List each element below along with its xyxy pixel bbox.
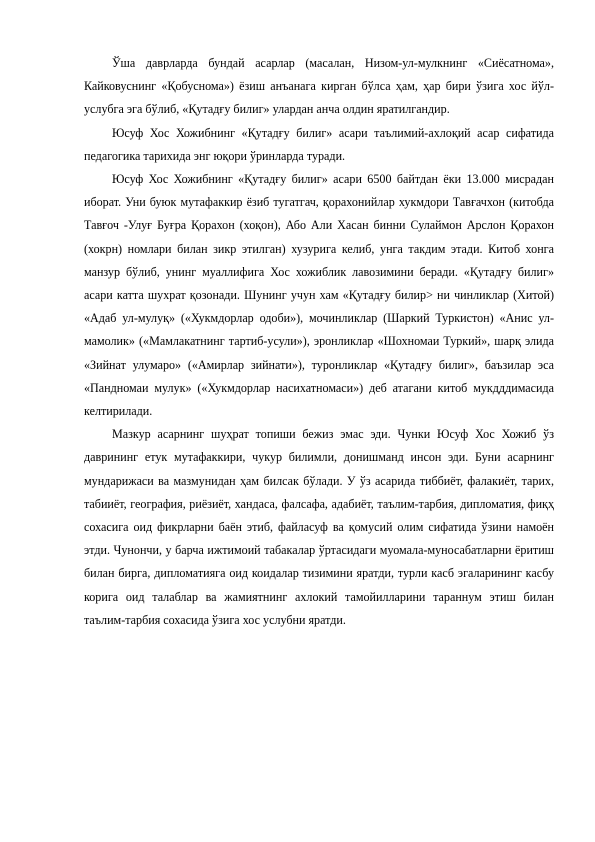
paragraph-4: Мазкур асарнинг шуҳрат топиши бежиз эмас эди. Чунки Юсуф Хос Хожиб ўз даврининг етук мутафаккири, чукур билимли, донишманд инсон эди. Буни асарнинг мундарижаси ва мазмунидан ҳам билсак бўлади. У ўз асарида тиббиёт, фалакиёт, тарих, табииёт, география, риёзиёт, хандаса, фалсафа, адабиёт, таълим-тарбия, дипломатия, фиқҳ сохасига оид фикрларни баён этиб, файласуф ва қомусий олим сифатида ўзини намоён этди. Чунончи, у барча ижтимоий табакалар ўртасидаги муомала-муносабатларни ёритиш билан бирга, дипломатияга оид коидалар тизимини яратди, турли касб эгаларининг касбу корига оид талаблар ва жамиятнинг ахлокий тамойилларини тараннум этиш билан таълим-тарбия сохасида ўзига хос услубни яратди. [84,427,554,627]
paragraph-1: Ўша даврларда бундай асарлар (масалан, Низом-ул-мулкнинг «Сиёсатнома», Кайковуснинг «Қобуснома») ёзиш анъанага кирган бўлса ҳам, ҳар бири ўзига хос йўл-услубга эга бўлиб, «Қутадғу билиг» улардан анча олдин яратилгандир. [84,56,554,117]
paragraph-3: Юсуф Хос Хожибнинг «Қутадғу билиг» асари 6500 байтдан ёки 13.000 мисрадан иборат. Уни буюк мутафаккир ёзиб тугатгач, қорахонийлар хукмдори Тавғачхон (китобда Тавғоч -Улуғ Буғра Қорахон (хоқон), Або Али Хасан бинни Сулаймон Арслон Қорахон (хокрн) номлари билан зикр этилган) хузурига келиб, унга такдим этади. Китоб хонга манзур бўлиб, унинг муаллифига Хос хожиблик лавозимини беради. «Қутадғу билиг» асари катта шухрат қозонади. Шунинг учун хам «Қутадғу билир> ни чинликлар (Хитой) «Адаб ул-мулуқ» («Хукмдорлар одоби»), мочинликлар (Шаркий Туркистон) «Анис ул-мамолик» («Мамлакатнинг тартиб-усули»), эронликлар «Шохномаи Туркий», шарқ элида «Зийнат улумаро» («Амирлар зийнати»), туронликлар «Қутадғу билиг», баъзилар эса «Пандномаи мулук» («Хукмдорлар насихатномаси») деб атагани китоб мукдддимасида келтирилади. [84,172,554,419]
paragraph-2: Юсуф Хос Хожибнинг «Қутадғу билиг» асари таълимий-ахлоқий асар сифатида педагогика тарихида энг юқори ўринларда туради. [84,125,554,163]
body-text [84,52,554,632]
